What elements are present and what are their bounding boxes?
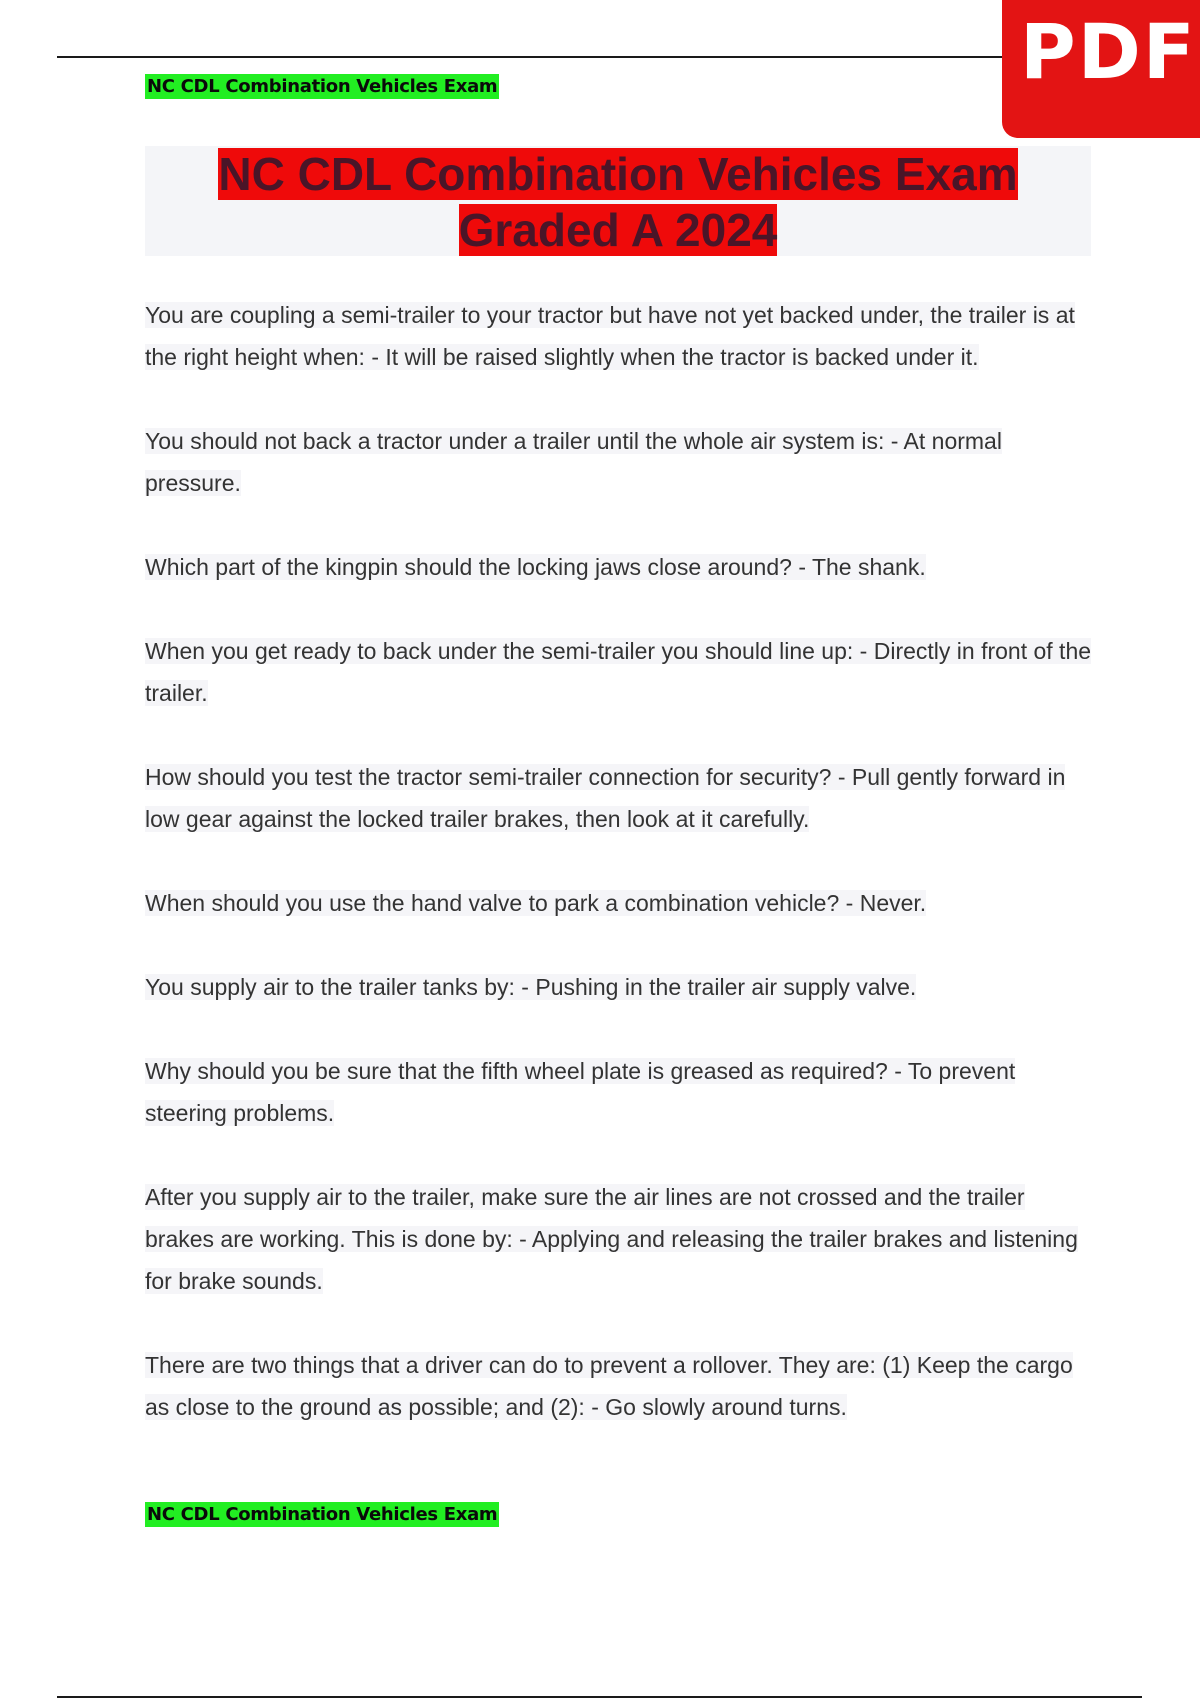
qa-item — [145, 294, 1095, 378]
qa-item — [145, 882, 1095, 924]
qa-item-text: When should you use the hand valve to park a combination vehicle? - Never. — [145, 890, 927, 916]
qa-item — [145, 1344, 1095, 1428]
qa-item — [145, 756, 1095, 840]
qa-item-text: You supply air to the trailer tanks by: - Pushing in the trailer air supply valve. — [145, 974, 917, 1000]
page-title: NC CDL Combination Vehicles Exam Graded A 2024 — [218, 148, 1018, 256]
qa-item-text: When you get ready to back under the semi-trailer you should line up: - Directly in front of the trailer. — [145, 638, 1092, 706]
qa-item-text: You should not back a tractor under a trailer until the whole air system is: - At normal pressure. — [145, 428, 1002, 496]
bottom-rule — [57, 1696, 1142, 1698]
qa-item-text: You are coupling a semi-trailer to your tractor but have not yet backed under, the trailer is at the right height when: - It will be raised slightly when the tractor is backed under it. — [145, 302, 1075, 370]
qa-item — [145, 546, 1095, 588]
footer-tag: NC CDL Combination Vehicles Exam — [147, 1504, 498, 1525]
pdf-badge-label: PDF — [1020, 7, 1197, 96]
qa-item-text: How should you test the tractor semi-trailer connection for security? - Pull gently forward in low gear against the locked trailer brakes, then look at it carefully. — [145, 764, 1066, 832]
top-rule — [57, 56, 1007, 58]
qa-item-text: After you supply air to the trailer, make sure the air lines are not crossed and the trailer brakes are working. This is done by: - Applying and releasing the trailer brakes and listening for brake sounds. — [145, 1184, 1078, 1294]
qa-list — [145, 294, 1095, 1470]
qa-item — [145, 1176, 1095, 1302]
qa-item — [145, 630, 1095, 714]
header-tag: NC CDL Combination Vehicles Exam — [147, 76, 498, 97]
qa-item — [145, 1050, 1095, 1134]
qa-item-text: Which part of the kingpin should the locking jaws close around? - The shank. — [145, 554, 926, 580]
pdf-badge — [1002, 0, 1200, 138]
qa-item-text: There are two things that a driver can do to prevent a rollover. They are: (1) Keep the cargo as close to the ground as possible; and (2): - Go slowly around turns. — [145, 1352, 1073, 1420]
title-box — [145, 146, 1091, 256]
qa-item — [145, 420, 1095, 504]
qa-item-text: Why should you be sure that the fifth wheel plate is greased as required? - To prevent steering problems. — [145, 1058, 1016, 1126]
qa-item — [145, 966, 1095, 1008]
